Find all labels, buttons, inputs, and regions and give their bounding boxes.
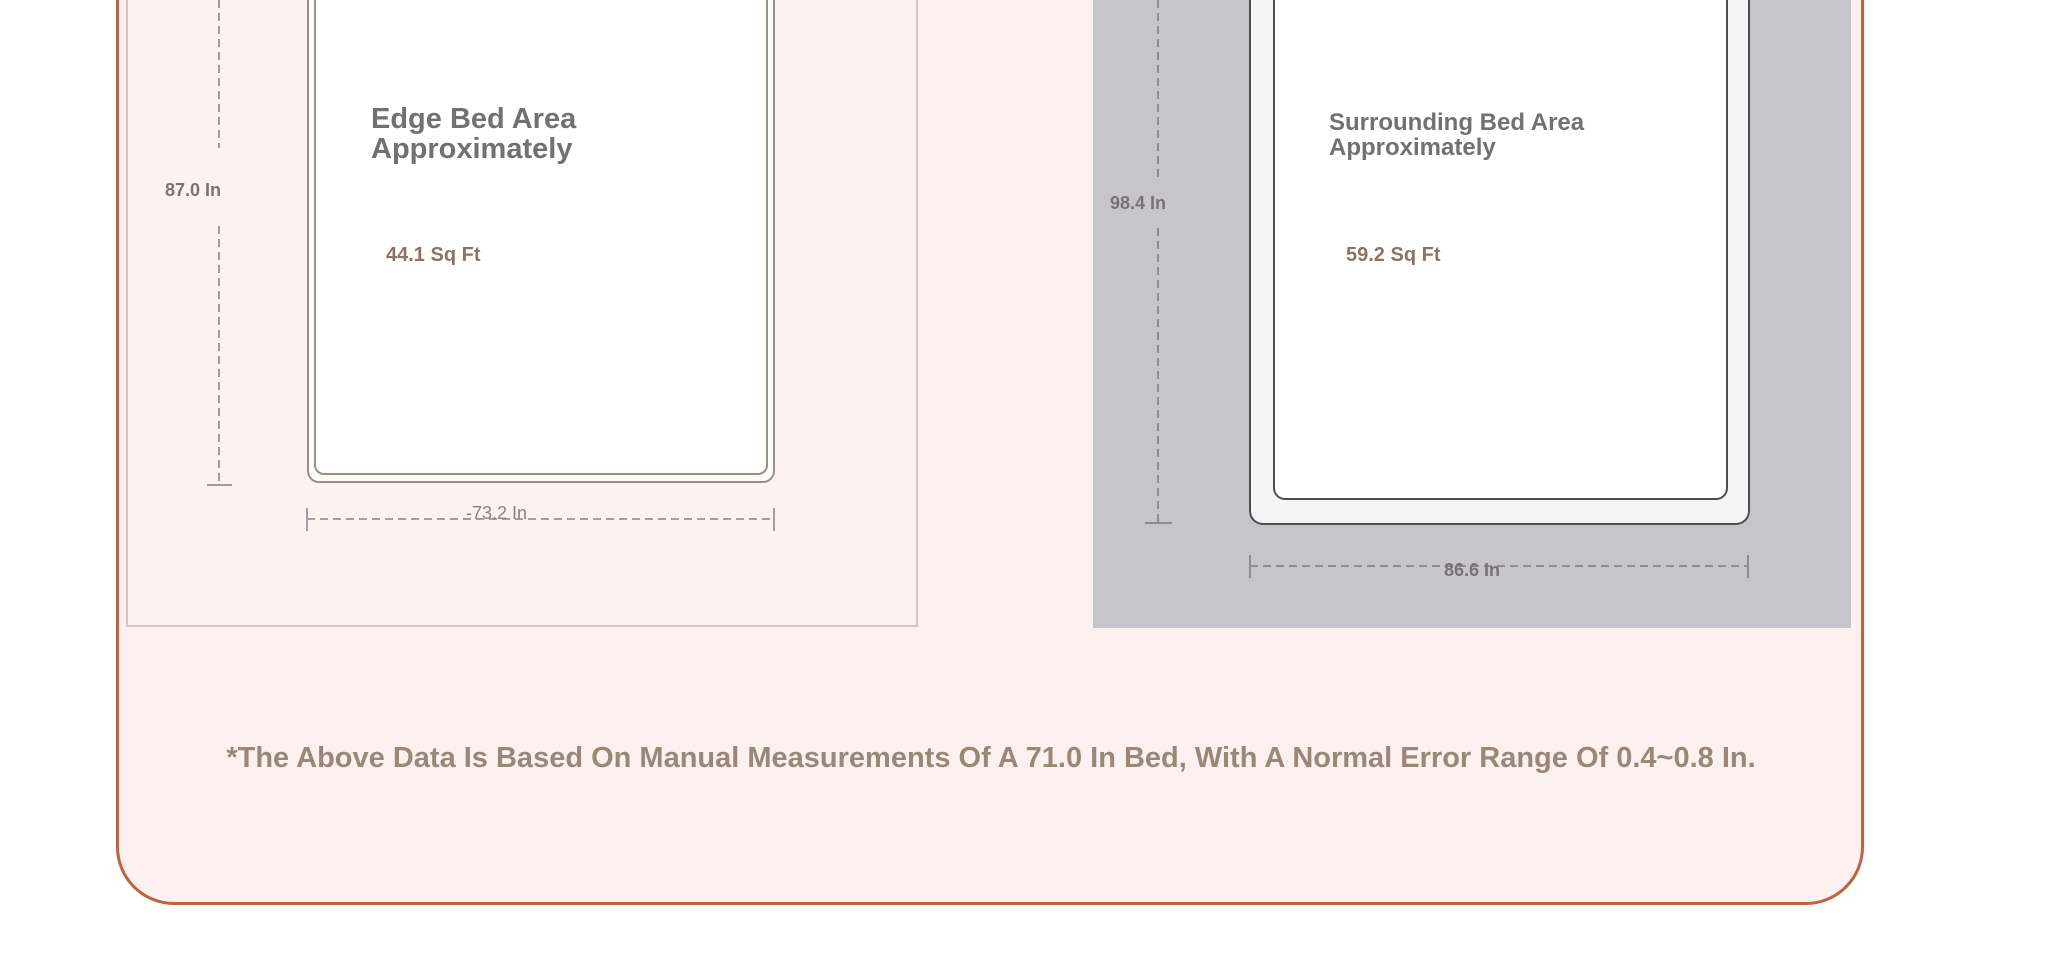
edge-bed-mattress: [314, 0, 768, 475]
edge-bed-height-label: 87.0 In: [165, 180, 222, 200]
surrounding-bed-title-line2: Approximately: [1329, 134, 1496, 162]
surrounding-bed-title: [1329, 110, 1584, 160]
edge-bed-title-line2: Approximately: [371, 133, 573, 166]
surrounding-bed-width-label: 86.6 In: [1444, 560, 1501, 580]
edge-bed-area-value: 44.1 Sq Ft: [386, 244, 481, 266]
surrounding-bed-height-label: 98.4 In: [1110, 193, 1167, 213]
surrounding-bed-area-value: 59.2 Sq Ft: [1346, 244, 1441, 266]
edge-bed-width-label: -73.2 In: [466, 503, 528, 523]
surrounding-bed-mattress: [1273, 0, 1728, 500]
surrounding-bed-title-line1: Surrounding Bed Area: [1329, 109, 1585, 136]
edge-bed-title-line1: Edge Bed Area: [371, 103, 577, 135]
measurement-footnote: *The Above Data Is Based On Manual Measurements Of A 71.0 In Bed, With A Normal Error Range Of 0.4~0.8 In.: [226, 742, 1756, 774]
edge-bed-title: [371, 104, 576, 165]
